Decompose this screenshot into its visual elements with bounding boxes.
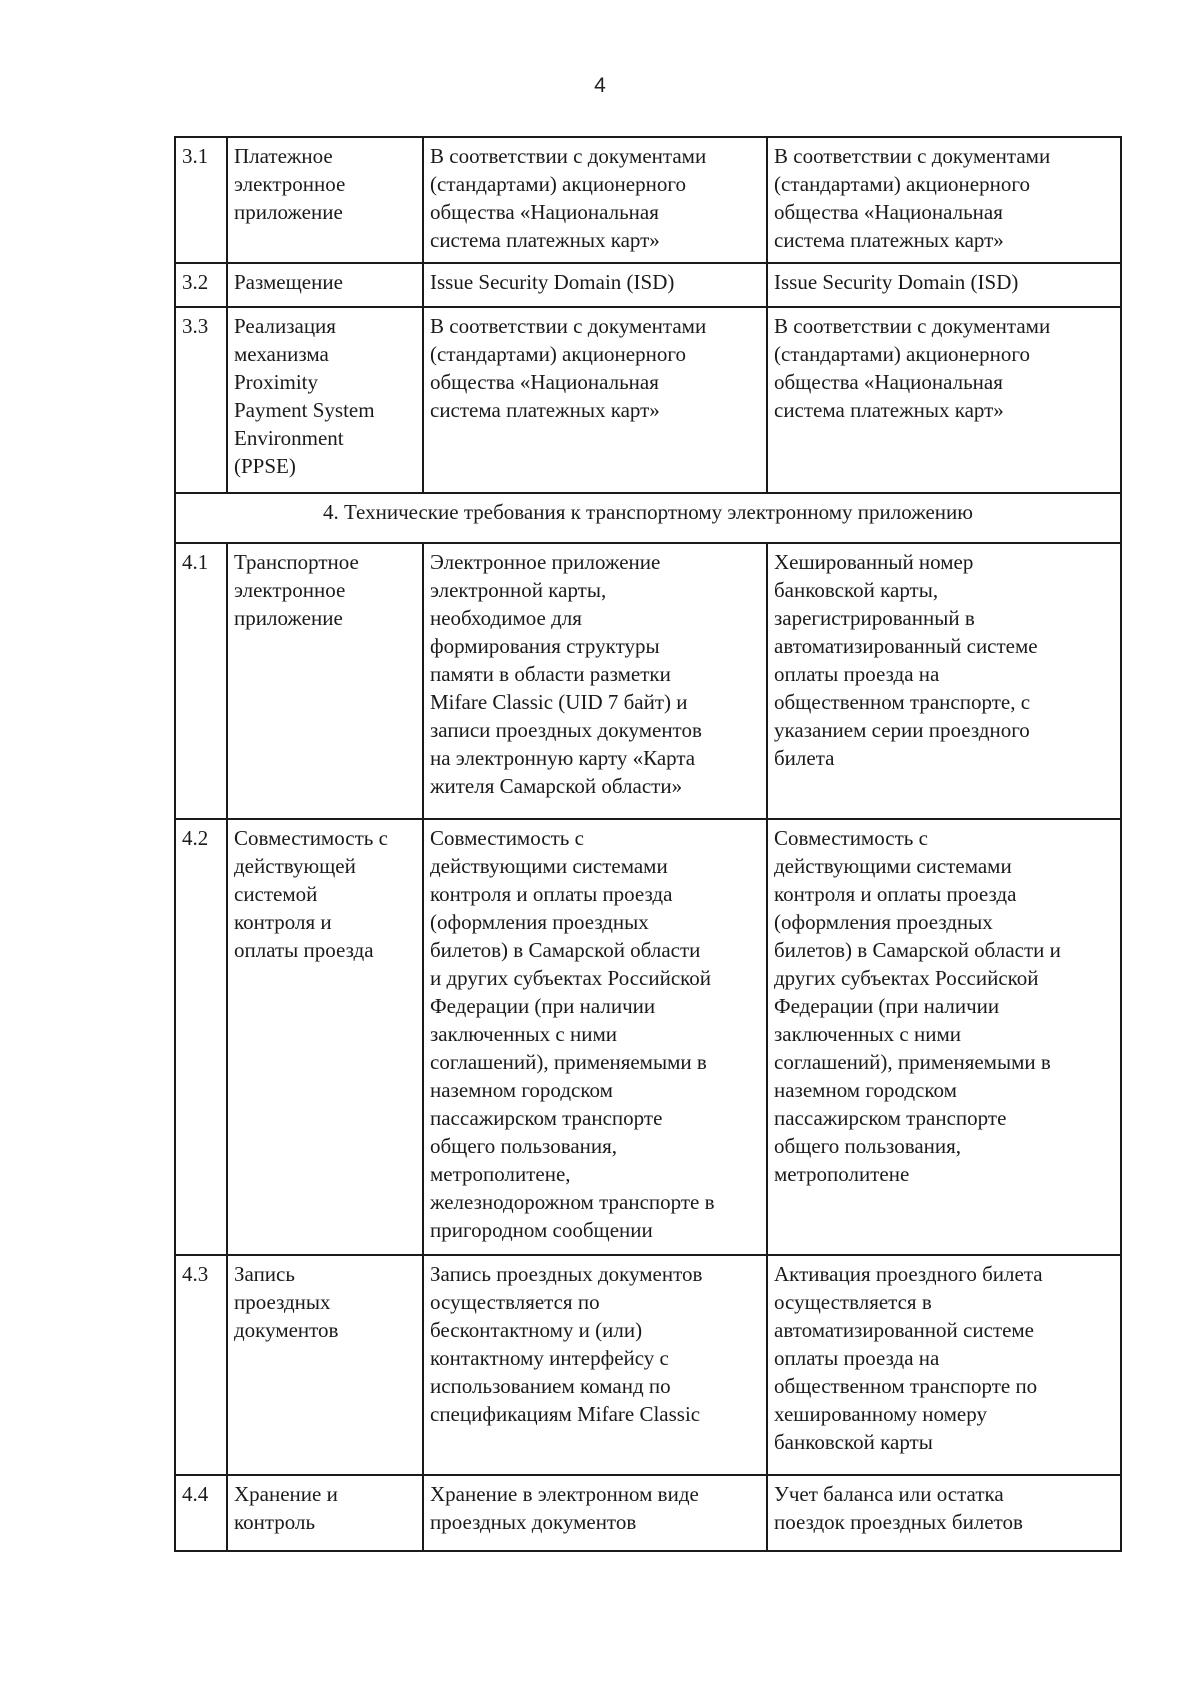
table-row: [175, 543, 1121, 819]
row-name: Хранение и контроль: [227, 1475, 423, 1551]
row-col3: Issue Security Domain (ISD): [423, 263, 767, 307]
row-col3: Хранение в электронном виде проездных документов: [423, 1475, 767, 1551]
page-number: 4: [594, 74, 606, 97]
row-name: Транспортное электронное приложение: [227, 543, 423, 819]
table-row: [175, 819, 1121, 1255]
row-col4: Issue Security Domain (ISD): [767, 263, 1121, 307]
row-number: 4.2: [175, 819, 227, 1255]
row-number: 3.3: [175, 307, 227, 493]
row-name: Платежное электронное приложение: [227, 137, 423, 263]
row-name: Запись проездных документов: [227, 1255, 423, 1475]
table-row: [175, 1475, 1121, 1551]
row-col3: В соответствии с документами (стандартами) акционерного общества «Национальная система платежных карт»: [423, 307, 767, 493]
row-number: 3.2: [175, 263, 227, 307]
section-header-row: [175, 493, 1121, 543]
row-col4: Совместимость с действующими системами контроля и оплаты проезда (оформления проездных билетов) в Самарской области и других субъектах Российской Федерации (при наличии заключенных с ними соглашений), применяемыми в наземном городском пассажирском транспорте общего пользования, метрополитене: [767, 819, 1121, 1255]
section-title: 4. Технические требования к транспортному электронному приложению: [175, 493, 1121, 543]
table-row: [175, 1255, 1121, 1475]
row-col4: В соответствии с документами (стандартами) акционерного общества «Национальная система платежных карт»: [767, 307, 1121, 493]
row-col4: Учет баланса или остатка поездок проездных билетов: [767, 1475, 1121, 1551]
row-number: 4.4: [175, 1475, 227, 1551]
row-col4: Хешированный номер банковской карты, зарегистрированный в автоматизированный системе оплаты проезда на общественном транспорте, с указанием серии проездного билета: [767, 543, 1121, 819]
row-col3: В соответствии с документами (стандартами) акционерного общества «Национальная система платежных карт»: [423, 137, 767, 263]
table-row: [175, 263, 1121, 307]
row-number: 4.3: [175, 1255, 227, 1475]
row-col3: Электронное приложение электронной карты, необходимое для формирования структуры памяти в области разметки Mifare Classic (UID 7 байт) и записи проездных документов на электронную карту «Карта жителя Самарской области»: [423, 543, 767, 819]
table-row: [175, 307, 1121, 493]
row-col3: Совместимость с действующими системами контроля и оплаты проезда (оформления проездных билетов) в Самарской области и других субъектах Российской Федерации (при наличии заключенных с ними соглашений), применяемыми в наземном городском пассажирском транспорте общего пользования, метрополитене, железнодорожном транспорте в пригородном сообщении: [423, 819, 767, 1255]
row-col4: В соответствии с документами (стандартами) акционерного общества «Национальная система платежных карт»: [767, 137, 1121, 263]
requirements-table: [174, 136, 1122, 1552]
table-row: [175, 137, 1121, 263]
row-name: Размещение: [227, 263, 423, 307]
row-name: Совместимость с действующей системой контроля и оплаты проезда: [227, 819, 423, 1255]
row-col4: Активация проездного билета осуществляется в автоматизированной системе оплаты проезда на общественном транспорте по хешированному номеру банковской карты: [767, 1255, 1121, 1475]
row-number: 3.1: [175, 137, 227, 263]
row-col3: Запись проездных документов осуществляется по бесконтактному и (или) контактному интерфейсу с использованием команд по спецификациям Mifare Classic: [423, 1255, 767, 1475]
row-number: 4.1: [175, 543, 227, 819]
row-name: Реализация механизма Proximity Payment System Environment (PPSE): [227, 307, 423, 493]
